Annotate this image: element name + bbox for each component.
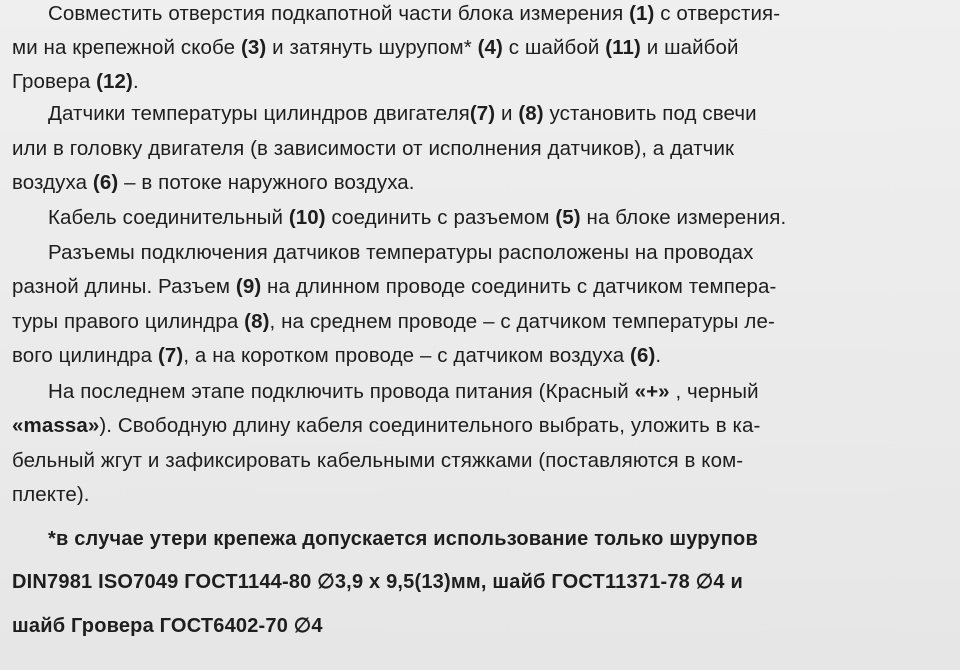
text-run: и шайбой xyxy=(640,36,739,59)
text-run: на длинном проводе соединить с датчиком темпера- xyxy=(261,275,777,298)
text-line xyxy=(48,380,759,404)
reference-number: (12) xyxy=(96,70,133,93)
text-run: , на среднем проводе – с датчиком температуры ле- xyxy=(269,310,775,333)
text-line xyxy=(12,70,139,94)
reference-number: (4) xyxy=(477,36,503,59)
text-run: Датчики температуры цилиндров двигателя xyxy=(48,102,470,125)
reference-number: (8) xyxy=(518,102,544,125)
text-run: , а на коротком проводе – с датчиком воздуха xyxy=(183,344,631,367)
text-line xyxy=(12,344,661,368)
text-run: воздуха xyxy=(12,171,93,194)
text-line xyxy=(12,137,734,161)
text-run: или в головку двигателя (в зависимости от исполнения датчиков), а датчик xyxy=(12,137,735,160)
reference-number: (8) xyxy=(244,310,270,333)
text-run: . xyxy=(132,70,139,93)
text-run: бельный жгут и зафиксировать кабельными стяжками (поставляются в ком- xyxy=(12,449,744,472)
reference-number: (3) xyxy=(240,36,267,59)
reference-number: (11) xyxy=(605,36,641,59)
text-line xyxy=(12,36,739,60)
reference-number: (7) xyxy=(157,344,184,367)
text-run: . xyxy=(655,344,662,367)
reference-number: «massa» xyxy=(12,414,100,437)
text-run: с шайбой xyxy=(502,36,606,59)
text-line xyxy=(48,241,753,265)
text-run: – в потоке наружного воздуха. xyxy=(118,171,415,194)
text-line xyxy=(12,310,775,334)
text-run: на блоке измерения. xyxy=(580,206,787,229)
text-line xyxy=(12,483,90,507)
text-run: На последнем этапе подключить провода питания (Красный xyxy=(48,380,635,403)
text-run: вого цилиндра xyxy=(12,344,158,367)
note-line: *в случае утери крепежа допускается использование только шурупов xyxy=(48,528,758,550)
text-run: и xyxy=(495,102,519,125)
text-line xyxy=(48,206,786,230)
text-run: плекте). xyxy=(12,483,90,506)
text-line xyxy=(12,449,743,473)
text-run: Разъемы подключения датчиков температуры расположены на проводах xyxy=(48,241,754,264)
text-run: установить под свечи xyxy=(543,102,757,125)
note-line: DIN7981 ISO7049 ГОСТ1144-80 ∅3,9 х 9,5(13)мм, шайб ГОСТ11371-78 ∅4 и xyxy=(12,571,743,593)
text-run: Гровера xyxy=(12,70,97,93)
text-run: и затянуть шурупом* xyxy=(266,36,478,59)
reference-number: (1) xyxy=(629,2,655,25)
text-line xyxy=(12,171,415,195)
text-run: , черный xyxy=(669,380,759,403)
reference-number: (6) xyxy=(630,344,656,367)
text-run: Кабель соединительный xyxy=(48,206,289,229)
text-run: с отверстия- xyxy=(654,2,781,25)
text-run: ми на крепежной скобе xyxy=(12,36,241,59)
reference-number: (5) xyxy=(555,206,581,229)
reference-number: (10) xyxy=(288,206,326,229)
text-run: туры правого цилиндра xyxy=(12,310,245,333)
text-run: разной длины. Разъем xyxy=(12,275,236,298)
text-run: Совместить отверстия подкапотной части блока измерения xyxy=(48,2,630,25)
reference-number: (6) xyxy=(92,171,119,194)
text-line xyxy=(48,2,780,26)
text-line xyxy=(48,102,757,126)
note-line: шайб Гровера ГОСТ6402-70 ∅4 xyxy=(12,615,323,637)
text-run: соединить с разъемом xyxy=(325,206,556,229)
reference-number: (9) xyxy=(235,275,262,298)
text-run: ). Свободную длину кабеля соединительного выбрать, уложить в ка- xyxy=(99,414,761,437)
reference-number: (7) xyxy=(469,102,496,125)
text-line xyxy=(12,414,760,438)
text-line xyxy=(12,275,776,299)
reference-number: «+» xyxy=(634,380,670,403)
